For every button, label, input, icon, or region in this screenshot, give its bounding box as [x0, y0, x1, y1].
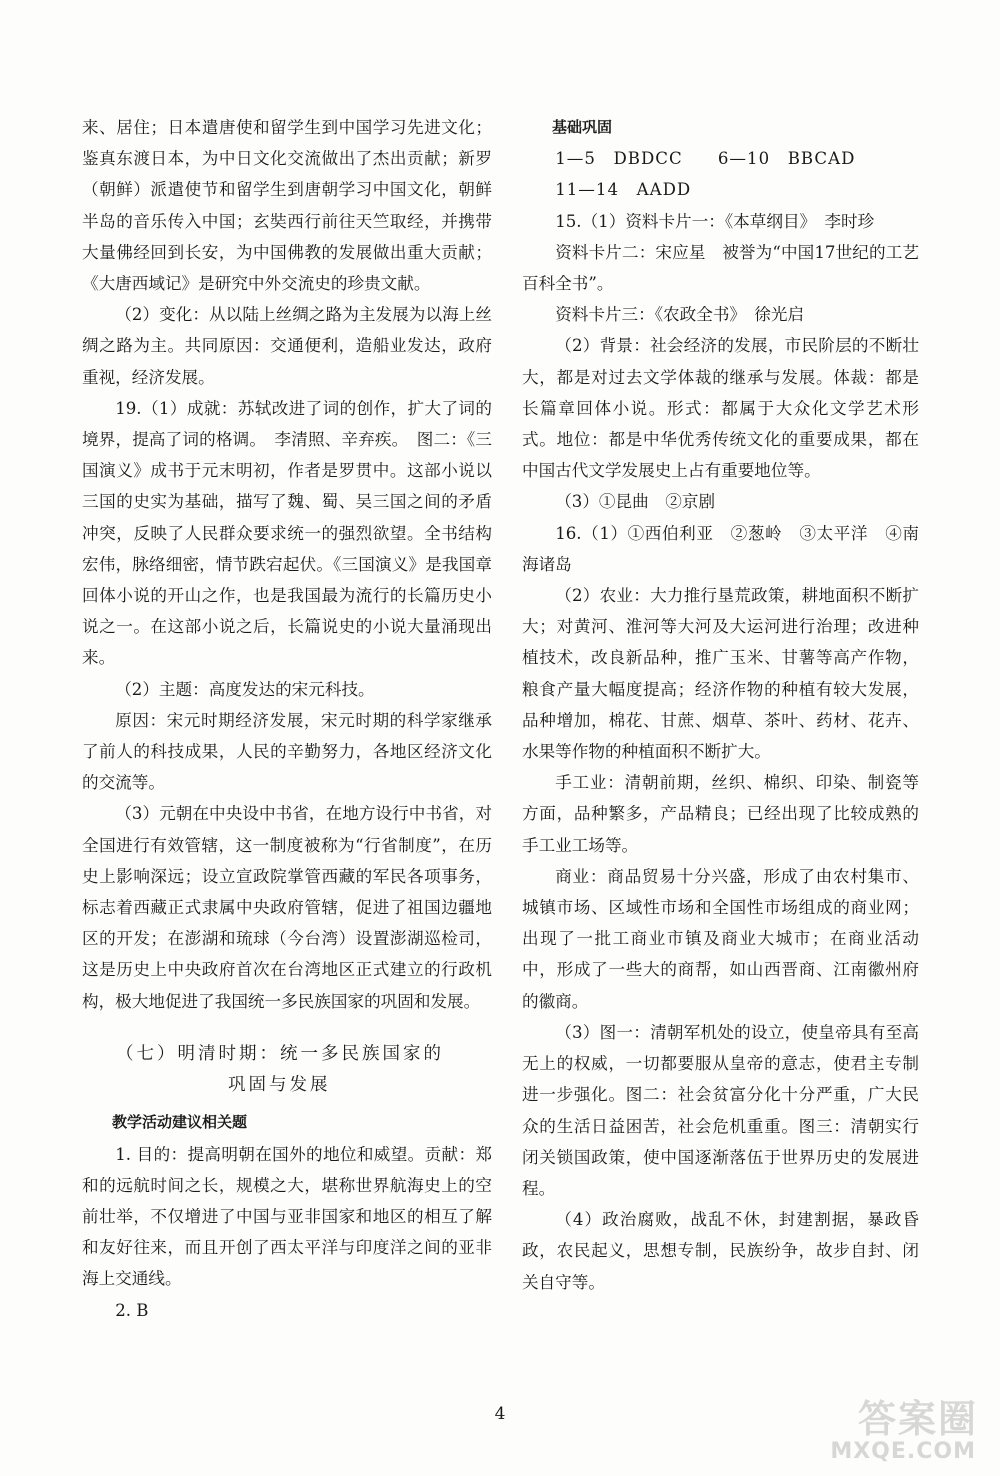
paragraph: （2）农业：大力推行垦荒政策，耕地面积不断扩大；对黄河、淮河等大河及大运河进行治理；改进种植技术，改良新品种，推广玉米、甘薯等高产作物，粮食产量大幅度提高；经济作物的种植有较大发展，品种增加，棉花、甘蔗、烟草、茶叶、药材、花卉、水果等作物的种植面积不断扩大。	[522, 586, 919, 762]
paragraph: 资料卡片二：宋应星 被誉为“中国17世纪的工艺百科全书”。	[522, 242, 919, 294]
section-title-line-2: 巩固与发展	[228, 1075, 331, 1096]
paragraph: 原因：宋元时期经济发展，宋元时期的科学家继承了前人的科技成果，人民的辛勤努力，各地区经济文化的交流等。	[82, 710, 492, 793]
section-title-line-1: （七）明清时期：统一多民族国家的	[116, 1043, 444, 1064]
paragraph: （2）背景：社会经济的发展，市民阶层的不断壮大，都是对过去文学体裁的继承与发展。体裁：都是长篇章回体小说。形式：都属于大众化文学艺术形式。地位：都是中华优秀传统文化的重要成果，都在中国古代文学发展史上占有重要地位等。	[522, 336, 919, 481]
paragraph: （3）元朝在中央设中书省，在地方设行中书省，对全国进行有效管辖，这一制度被称为“行省制度”，在历史上影响深远；设立宣政院掌管西藏的军民各项事务，标志着西藏正式隶属中央政府管辖，促进了祖国边疆地区的开发；在澎湖和琉球（今台湾）设置澎湖巡检司，这是历史上中央政府首次在台湾地区正式建立的行政机构，极大地促进了我国统一多民族国家的巩固和发展。	[82, 804, 492, 1011]
subheading: 基础巩固	[552, 118, 613, 136]
watermark-logo	[816, 1388, 986, 1468]
paragraph: 来、居住；日本遣唐使和留学生到中国学习先进文化；鉴真东渡日本，为中日文化交流做出了杰出贡献；新罗（朝鲜）派遣使节和留学生到唐朝学习中国文化，朝鲜半岛的音乐传入中国；玄奘西行前往天竺取经，并携带大量佛经回到长安，为中国佛教的发展做出重大贡献；《大唐西域记》是研究中外交流史的珍贵文献。	[82, 118, 492, 294]
answers-line: 11—14 AADD	[555, 180, 692, 200]
subheading: 教学活动建议相关题	[112, 1113, 248, 1132]
left-column	[82, 112, 492, 1326]
right-column	[522, 112, 919, 1298]
section-title	[82, 1039, 492, 1101]
paragraph: 19.（1）成就：苏轼改进了词的创作，扩大了词的境界，提高了词的格调。 李清照、辛弃疾。 图二：《三国演义》成书于元末明初，作者是罗贯中。这部小说以三国的史实为基础，描写了魏、蜀、吴三国之间的矛盾冲突，反映了人民群众要求统一的强烈欲望。全书结构宏伟，脉络细密，情节跌宕起伏。《三国演义》是我国章回体小说的开山之作，也是我国最为流行的长篇历史小说之一。在这部小说之后，长篇说史的小说大量涌现出来。	[82, 398, 492, 668]
paragraph: 手工业：清朝前期，丝织、棉织、印染、制瓷等方面，品种繁多，产品精良；已经出现了比较成熟的手工业工场等。	[522, 773, 919, 855]
watermark-url: MXQE.COM	[830, 1439, 976, 1464]
paragraph: 15.（1）资料卡片一：《本草纲目》 李时珍	[555, 211, 875, 231]
paragraph: 16.（1）①西伯利亚 ②葱岭 ③太平洋 ④南海诸岛	[522, 523, 919, 574]
paragraph: （2）变化：从以陆上丝绸之路为主发展为以海上丝绸之路为主。共同原因：交通便利，造船业发达，政府重视，经济发展。	[82, 305, 492, 387]
answers-line: 1—5 DBDCC 6—10 BBCAD	[555, 149, 856, 169]
page-number: 4	[494, 1404, 506, 1424]
paragraph: 2. B	[115, 1300, 149, 1320]
paragraph: 1. 目的：提高明朝在国外的地位和威望。贡献：郑和的远航时间之长，规模之大，堪称世界航海史上的空前壮举，不仅增进了中国与亚非国家和地区的相互了解和友好往来，而且开创了西太平洋与印度洋之间的亚非海上交通线。	[82, 1144, 492, 1289]
paragraph: （4）政治腐败，战乱不休，封建割据，暴政昏政，农民起义，思想专制，民族纷争，故步自封、闭关自守等。	[522, 1210, 919, 1292]
paragraph: （3）①昆曲 ②京剧	[555, 492, 716, 512]
paragraph: （3）图一：清朝军机处的设立，使皇帝具有至高无上的权威，一切都要服从皇帝的意志，使君主专制进一步强化。图二：社会贫富分化十分严重，广大民众的生活日益困苦，社会危机重重。图三：清朝实行闭关锁国政策，使中国逐渐落伍于世界历史的发展进程。	[522, 1022, 919, 1198]
watermark-text: 答案圈	[857, 1397, 978, 1441]
paragraph: （2）主题：高度发达的宋元科技。	[115, 679, 375, 699]
paragraph: 资料卡片三：《农政全书》 徐光启	[555, 305, 805, 325]
paragraph: 商业：商品贸易十分兴盛，形成了由农村集市、城镇市场、区域性市场和全国性市场组成的商业网；出现了一批工商业市镇及商业大城市；在商业活动中，形成了一些大的商帮，如山西晋商、江南徽州府的徽商。	[522, 866, 919, 1011]
